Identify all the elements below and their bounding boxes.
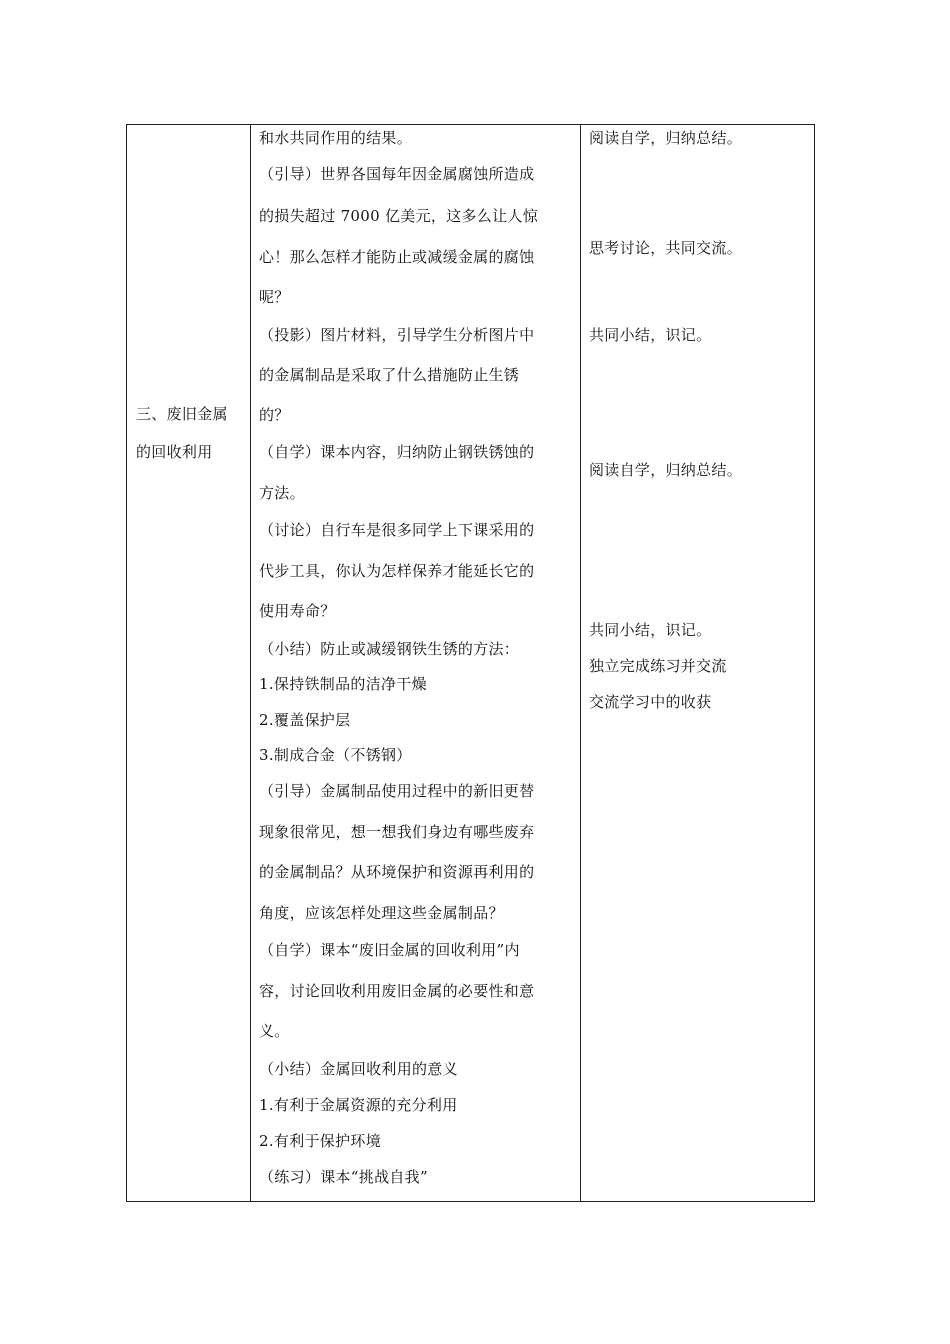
teacher-line: 代步工具，你认为怎样保养才能延长它的 (259, 562, 535, 580)
teacher-line: 呢？ (259, 288, 290, 306)
teacher-line: 现象很常见，想一想我们身边有哪些废弃 (259, 823, 535, 841)
teacher-line: （投影）图片材料，引导学生分析图片中 (259, 326, 535, 344)
teacher-line: （讨论）自行车是很多同学上下课采用的 (259, 521, 535, 539)
student-line: 独立完成练习并交流 (589, 657, 727, 675)
teacher-line: 心！那么怎样才能防止或减缓金属的腐蚀 (259, 248, 535, 266)
teacher-line: 使用寿命？ (259, 602, 336, 620)
teacher-activity-cell (251, 125, 580, 1201)
section-label-line: 的回收利用 (136, 443, 213, 461)
teacher-line: 3.制成合金（不锈钢） (259, 746, 412, 764)
student-line: 思考讨论，共同交流。 (589, 239, 743, 257)
teacher-line: 角度，应该怎样处理这些金属制品？ (259, 904, 504, 922)
teacher-line: 的？ (259, 406, 290, 424)
teacher-line: 的金属制品？从环境保护和资源再利用的 (259, 863, 535, 881)
student-line: 交流学习中的收获 (589, 693, 712, 711)
teacher-line: （引导）世界各国每年因金属腐蚀所造成 (259, 165, 535, 183)
teacher-line: 2.有利于保护环境 (259, 1132, 382, 1150)
teacher-line: 的金属制品是采取了什么措施防止生锈 (259, 366, 520, 384)
student-line: 阅读自学，归纳总结。 (589, 461, 743, 479)
teacher-line: 容，讨论回收利用废旧金属的必要性和意 (259, 982, 535, 1000)
teacher-line: 2.覆盖保护层 (259, 711, 351, 729)
teacher-line: （小结）金属回收利用的意义 (259, 1060, 458, 1078)
teacher-line: 方法。 (259, 484, 305, 502)
teacher-line: （练习）课本“挑战自我” (259, 1168, 428, 1186)
student-line: 共同小结，识记。 (589, 621, 712, 639)
teacher-line: （自学）课本内容，归纳防止钢铁锈蚀的 (259, 443, 535, 461)
section-label-line: 三、废旧金属 (136, 405, 228, 423)
teacher-line: 和水共同作用的结果。 (259, 129, 413, 147)
teacher-line: 的损失超过 7000 亿美元，这多么让人惊 (259, 207, 539, 225)
teacher-line: 1.有利于金属资源的充分利用 (259, 1096, 458, 1114)
teacher-line: （自学）课本“废旧金属的回收利用”内 (259, 941, 520, 959)
student-activity-cell (581, 125, 814, 1201)
teacher-line: （引导）金属制品使用过程中的新旧更替 (259, 782, 535, 800)
student-line: 阅读自学，归纳总结。 (589, 129, 743, 147)
teacher-line: 义。 (259, 1022, 290, 1040)
student-line: 共同小结，识记。 (589, 326, 712, 344)
section-cell (127, 125, 250, 1201)
teacher-line: 1.保持铁制品的洁净干燥 (259, 675, 427, 693)
teacher-line: （小结）防止或减缓钢铁生锈的方法： (259, 640, 520, 658)
lesson-plan-table (126, 124, 815, 1202)
